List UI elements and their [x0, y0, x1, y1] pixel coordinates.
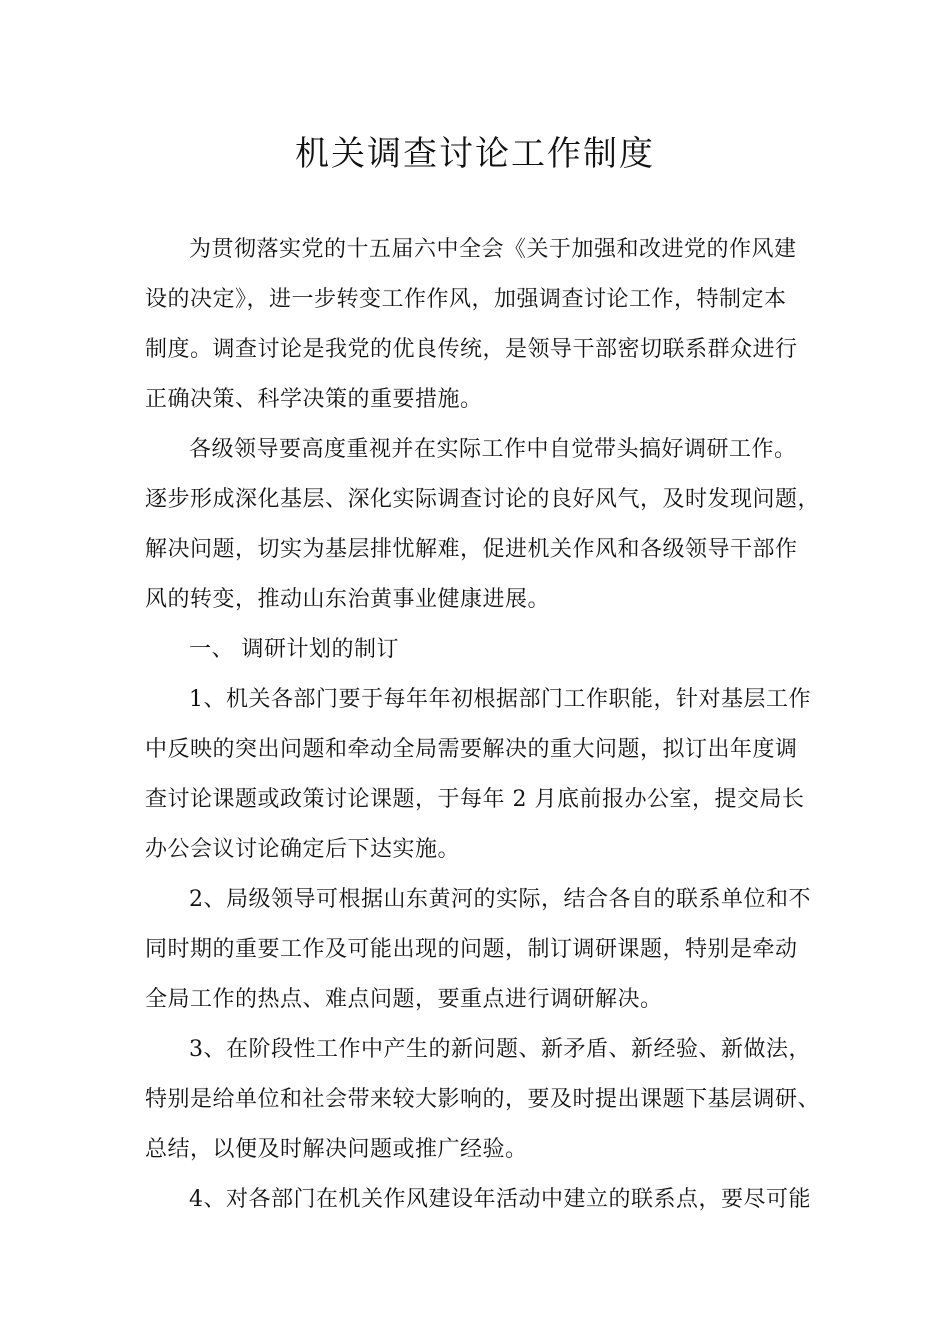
paragraph-line: 各级领导要高度重视并在实际工作中自觉带头搞好调研工作。 — [189, 437, 797, 462]
paragraph-line: 办公会议讨论确定后下达实施。 — [145, 837, 461, 862]
paragraph-line: 风的转变，推动山东治黄事业健康进展。 — [145, 587, 551, 612]
paragraph-line: 为贯彻落实党的十五届六中全会《关于加强和改进党的作风建 — [189, 237, 797, 262]
section-heading: 一、 调研计划的制订 — [189, 637, 399, 662]
paragraph-line: 特别是给单位和社会带来较大影响的，要及时提出课题下基层调研、 — [145, 1087, 821, 1112]
paragraph-line: 设的决定》，进一步转变工作作风，加强调查讨论工作，特制定本 — [145, 287, 787, 312]
paragraph-line: 全局工作的热点、难点问题，要重点进行调研解决。 — [145, 987, 663, 1012]
paragraph-line: 中反映的突出问题和牵动全局需要解决的重大问题，拟订出年度调 — [145, 737, 798, 762]
paragraph-line: 3、在阶段性工作中产生的新问题、新矛盾、新经验、新做法， — [189, 1037, 811, 1062]
paragraph-line: 2、局级领导可根据山东黄河的实际，结合各自的联系单位和不 — [189, 887, 811, 912]
paragraph-line: 查讨论课题或政策讨论课题，于每年 2 月底前报办公室，提交局长 — [145, 787, 805, 812]
document-title: 机关调查讨论工作制度 — [295, 134, 655, 174]
paragraph-line: 1、机关各部门要于每年年初根据部门工作职能，针对基层工作 — [189, 687, 811, 712]
paragraph-line: 同时期的重要工作及可能出现的问题，制订调研课题，特别是牵动 — [145, 937, 798, 962]
paragraph-line: 正确决策、科学决策的重要措施。 — [145, 387, 483, 412]
paragraph-line: 4、对各部门在机关作风建设年活动中建立的联系点，要尽可能 — [189, 1187, 811, 1212]
paragraph-line: 总结，以便及时解决问题或推广经验。 — [145, 1137, 528, 1162]
paragraph-line: 逐步形成深化基层、深化实际调查讨论的良好风气，及时发现问题， — [145, 487, 821, 512]
paragraph-line: 制度。调查讨论是我党的优良传统，是领导干部密切联系群众进行 — [145, 337, 798, 362]
paragraph-line: 解决问题，切实为基层排忧解难，促进机关作风和各级领导干部作 — [145, 537, 798, 562]
